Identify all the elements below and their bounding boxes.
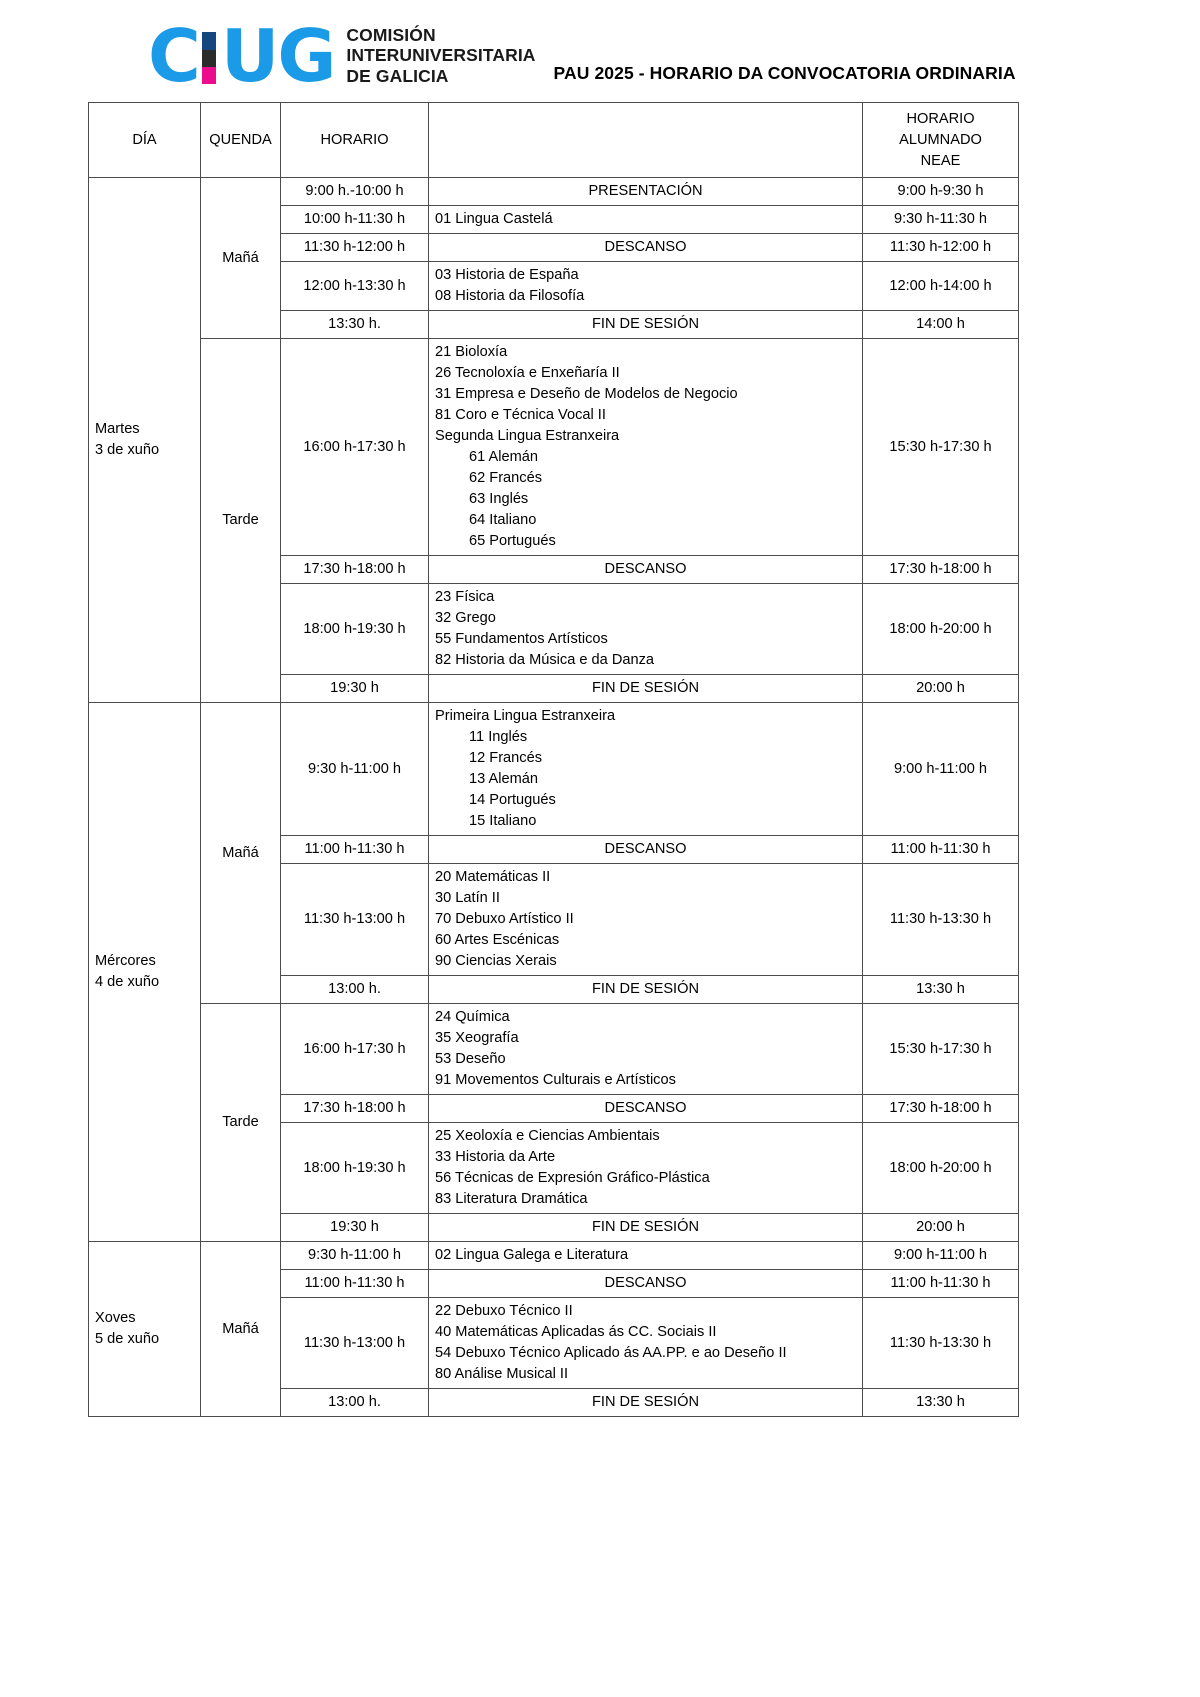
column-header-neae: [863, 103, 1019, 178]
neae-cell: 15:30 h-17:30 h: [863, 1004, 1019, 1095]
neae-cell: 9:00 h-11:00 h: [863, 703, 1019, 836]
subject-line-indented: 63 Inglés: [469, 491, 529, 507]
neae-cell: 13:30 h: [863, 1389, 1019, 1417]
subject-line: 56 Técnicas de Expresión Gráfico-Plástica: [435, 1170, 710, 1186]
materias-cell: [429, 1242, 863, 1270]
neae-cell: 17:30 h-18:00 h: [863, 556, 1019, 584]
neae-cell: 20:00 h: [863, 1214, 1019, 1242]
subject-line-indented: 13 Alemán: [469, 771, 538, 787]
subject-line: Segunda Lingua Estranxeira: [435, 428, 620, 444]
neae-header-line-3: NEAE: [920, 152, 961, 169]
day-name-line-2: 5 de xuño: [95, 1331, 160, 1347]
neae-cell: 17:30 h-18:00 h: [863, 1095, 1019, 1123]
subject-line: 01 Lingua Castelá: [435, 211, 553, 227]
ciug-logo-mark: [148, 13, 335, 98]
document-header: [0, 0, 1200, 98]
neae-cell: 18:00 h-20:00 h: [863, 1123, 1019, 1214]
table-header-row: [89, 103, 1019, 178]
neae-cell: 11:00 h-11:30 h: [863, 1270, 1019, 1298]
subject-line: 30 Latín II: [435, 890, 500, 906]
logo-bar-dark: [202, 50, 216, 67]
neae-cell: 15:30 h-17:30 h: [863, 339, 1019, 556]
materias-cell: [429, 1298, 863, 1389]
quenda-cell: Mañá: [201, 178, 281, 339]
horario-cell: 19:30 h: [281, 1214, 429, 1242]
quenda-cell: Tarde: [201, 1004, 281, 1242]
subject-line: Primeira Lingua Estranxeira: [435, 708, 616, 724]
session-label-cell: DESCANSO: [429, 1270, 863, 1298]
subject-line: 08 Historia da Filosofía: [435, 288, 585, 304]
neae-cell: 13:30 h: [863, 976, 1019, 1004]
session-label-cell: DESCANSO: [429, 836, 863, 864]
table-body: [89, 178, 1019, 1417]
neae-cell: 12:00 h-14:00 h: [863, 262, 1019, 311]
logo-word-line1: COMISIÓN: [346, 24, 436, 45]
horario-cell: 11:30 h-13:00 h: [281, 864, 429, 976]
horario-cell: 13:30 h.: [281, 311, 429, 339]
subject-line: 60 Artes Escénicas: [435, 932, 560, 948]
table-row: [89, 178, 1019, 206]
horario-cell: 16:00 h-17:30 h: [281, 1004, 429, 1095]
subject-line: 31 Empresa e Deseño de Modelos de Negocio: [435, 386, 738, 402]
session-label-cell: FIN DE SESIÓN: [429, 311, 863, 339]
subject-line-indented: 61 Alemán: [469, 449, 538, 465]
subject-line-indented: 65 Portugués: [469, 533, 556, 549]
subject-line: 33 Historia da Arte: [435, 1149, 556, 1165]
horario-cell: 13:00 h.: [281, 1389, 429, 1417]
subject-line: 82 Historia da Música e da Danza: [435, 652, 655, 668]
neae-cell: 14:00 h: [863, 311, 1019, 339]
session-label-cell: FIN DE SESIÓN: [429, 1389, 863, 1417]
horario-cell: 17:30 h-18:00 h: [281, 1095, 429, 1123]
logo-word-line2: INTERUNIVERSITARIA: [346, 45, 536, 66]
column-header-horario: HORARIO: [281, 103, 429, 178]
day-name-line-1: Martes: [95, 421, 140, 437]
materias-cell: [429, 584, 863, 675]
subject-line-indented: 62 Francés: [469, 470, 543, 486]
neae-cell: 20:00 h: [863, 675, 1019, 703]
horario-cell: 16:00 h-17:30 h: [281, 339, 429, 556]
materias-cell: [429, 1004, 863, 1095]
materias-cell: [429, 262, 863, 311]
subject-line-indented: 11 Inglés: [469, 729, 528, 745]
neae-header-line-1: HORARIO: [906, 110, 975, 127]
schedule-table: [88, 102, 1019, 1417]
materias-cell: [429, 864, 863, 976]
session-label-cell: DESCANSO: [429, 234, 863, 262]
subject-line: 23 Física: [435, 589, 495, 605]
session-label-cell: PRESENTACIÓN: [429, 178, 863, 206]
materias-cell: [429, 1123, 863, 1214]
subject-line-indented: 64 Italiano: [469, 512, 537, 528]
table-row: [89, 1242, 1019, 1270]
day-cell: [89, 178, 201, 703]
quenda-cell: Mañá: [201, 703, 281, 1004]
subject-line: 53 Deseño: [435, 1051, 506, 1067]
subject-line-indented: 14 Portugués: [469, 792, 556, 808]
logo-bar-magenta: [202, 67, 216, 84]
subject-line: 54 Debuxo Técnico Aplicado ás AA.PP. e ao Deseño II: [435, 1345, 787, 1361]
horario-cell: 18:00 h-19:30 h: [281, 584, 429, 675]
materias-cell: [429, 339, 863, 556]
horario-cell: 18:00 h-19:30 h: [281, 1123, 429, 1214]
logo-letter-g: G: [277, 13, 335, 98]
neae-cell: 11:30 h-13:30 h: [863, 1298, 1019, 1389]
day-cell: [89, 703, 201, 1242]
table-row: [89, 339, 1019, 556]
session-label-cell: DESCANSO: [429, 1095, 863, 1123]
horario-cell: 13:00 h.: [281, 976, 429, 1004]
table-row: [89, 703, 1019, 836]
subject-line: 22 Debuxo Técnico II: [435, 1303, 573, 1319]
horario-cell: 17:30 h-18:00 h: [281, 556, 429, 584]
subject-line: 26 Tecnoloxía e Enxeñaría II: [435, 365, 620, 381]
page-title: PAU 2025 - HORARIO DA CONVOCATORIA ORDINARIA: [553, 63, 1016, 83]
subject-line: 35 Xeografía: [435, 1030, 519, 1046]
horario-cell: 9:30 h-11:00 h: [281, 703, 429, 836]
horario-cell: 9:30 h-11:00 h: [281, 1242, 429, 1270]
session-label-cell: DESCANSO: [429, 556, 863, 584]
subject-line: 21 Bioloxía: [435, 344, 508, 360]
subject-line: 55 Fundamentos Artísticos: [435, 631, 608, 647]
logo-letter-i-bars: [202, 32, 216, 84]
neae-cell: 9:00 h-11:00 h: [863, 1242, 1019, 1270]
horario-cell: 11:00 h-11:30 h: [281, 836, 429, 864]
neae-cell: 9:30 h-11:30 h: [863, 206, 1019, 234]
neae-cell: 9:00 h-9:30 h: [863, 178, 1019, 206]
horario-cell: 11:30 h-12:00 h: [281, 234, 429, 262]
horario-cell: 9:00 h.-10:00 h: [281, 178, 429, 206]
ciug-logo-wordmark: [346, 25, 535, 88]
subject-line: 24 Química: [435, 1009, 510, 1025]
session-label-cell: FIN DE SESIÓN: [429, 675, 863, 703]
neae-header-line-2: ALUMNADO: [899, 131, 982, 148]
subject-line: 83 Literatura Dramática: [435, 1191, 588, 1207]
neae-cell: 18:00 h-20:00 h: [863, 584, 1019, 675]
column-header-materias: [429, 103, 863, 178]
horario-cell: 10:00 h-11:30 h: [281, 206, 429, 234]
day-name-line-2: 3 de xuño: [95, 442, 160, 458]
schedule-table-container: [0, 88, 1200, 1417]
table-header: [89, 103, 1019, 178]
day-name-line-2: 4 de xuño: [95, 974, 160, 990]
quenda-cell: Mañá: [201, 1242, 281, 1417]
subject-line: 70 Debuxo Artístico II: [435, 911, 574, 927]
materias-cell: [429, 206, 863, 234]
subject-line: 32 Grego: [435, 610, 496, 626]
ciug-logo: [148, 13, 536, 98]
neae-cell: 11:30 h-12:00 h: [863, 234, 1019, 262]
logo-letter-u: U: [220, 13, 278, 98]
subject-line: 81 Coro e Técnica Vocal II: [435, 407, 606, 423]
logo-word-line3: DE GALICIA: [346, 65, 449, 86]
subject-line: 20 Matemáticas II: [435, 869, 551, 885]
logo-bar-navy: [202, 32, 216, 50]
subject-line: 40 Matemáticas Aplicadas ás CC. Sociais II: [435, 1324, 717, 1340]
table-row: [89, 1004, 1019, 1095]
neae-cell: 11:00 h-11:30 h: [863, 836, 1019, 864]
materias-cell: [429, 703, 863, 836]
subject-line-indented: 12 Francés: [469, 750, 543, 766]
day-name-line-1: Mércores: [95, 953, 156, 969]
subject-line: 80 Análise Musical II: [435, 1366, 569, 1382]
subject-line: 03 Historia de España: [435, 267, 579, 283]
quenda-cell: Tarde: [201, 339, 281, 703]
horario-cell: 19:30 h: [281, 675, 429, 703]
horario-cell: 11:30 h-13:00 h: [281, 1298, 429, 1389]
day-name-line-1: Xoves: [95, 1310, 136, 1326]
neae-cell: 11:30 h-13:30 h: [863, 864, 1019, 976]
horario-cell: 12:00 h-13:30 h: [281, 262, 429, 311]
horario-cell: 11:00 h-11:30 h: [281, 1270, 429, 1298]
subject-line: 02 Lingua Galega e Literatura: [435, 1247, 629, 1263]
subject-line-indented: 15 Italiano: [469, 813, 537, 829]
subject-line: 91 Movementos Culturais e Artísticos: [435, 1072, 676, 1088]
subject-line: 25 Xeoloxía e Ciencias Ambientais: [435, 1128, 660, 1144]
session-label-cell: FIN DE SESIÓN: [429, 976, 863, 1004]
column-header-dia: DÍA: [89, 103, 201, 178]
logo-letter-c: C: [148, 13, 199, 98]
column-header-quenda: QUENDA: [201, 103, 281, 178]
day-cell: [89, 1242, 201, 1417]
session-label-cell: FIN DE SESIÓN: [429, 1214, 863, 1242]
subject-line: 90 Ciencias Xerais: [435, 953, 557, 969]
